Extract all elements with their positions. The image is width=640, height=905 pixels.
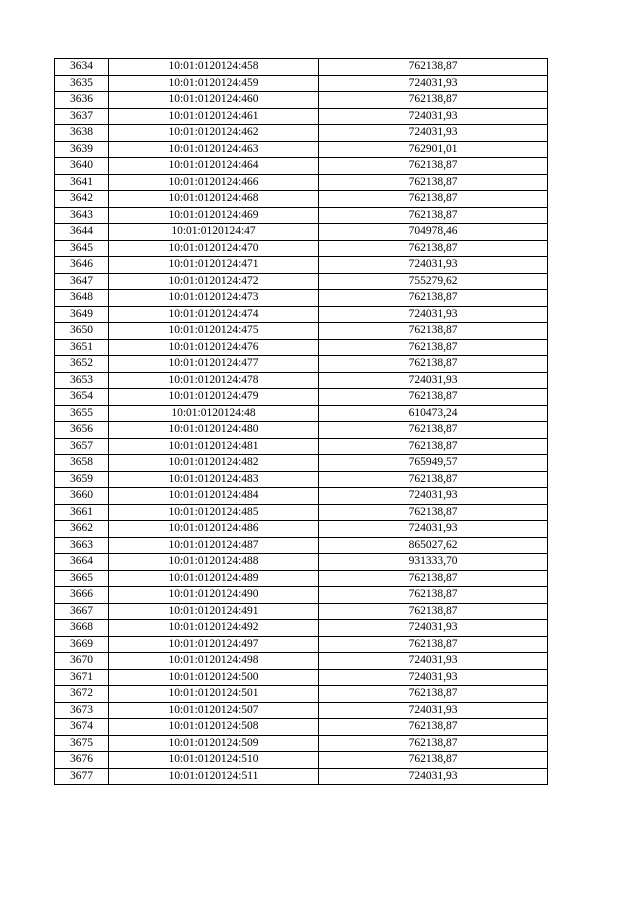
table-row <box>55 141 548 158</box>
cadastral-number-cell: 10:01:0120124:47 <box>109 224 319 241</box>
row-number-cell: 3648 <box>55 290 109 307</box>
cadastral-value-cell: 762138,87 <box>319 92 548 109</box>
table-row <box>55 372 548 389</box>
table-row <box>55 290 548 307</box>
row-number-cell: 3659 <box>55 471 109 488</box>
cadastral-number-cell: 10:01:0120124:471 <box>109 257 319 274</box>
row-number-cell: 3665 <box>55 570 109 587</box>
cadastral-value-cell: 762138,87 <box>319 686 548 703</box>
cadastral-number-cell: 10:01:0120124:510 <box>109 752 319 769</box>
cadastral-value-cell: 762138,87 <box>319 603 548 620</box>
row-number-cell: 3642 <box>55 191 109 208</box>
cadastral-number-cell: 10:01:0120124:491 <box>109 603 319 620</box>
row-number-cell: 3636 <box>55 92 109 109</box>
table-row <box>55 752 548 769</box>
row-number-cell: 3656 <box>55 422 109 439</box>
cadastral-value-cell: 704978,46 <box>319 224 548 241</box>
cadastral-value-cell: 762138,87 <box>319 207 548 224</box>
table-row <box>55 504 548 521</box>
cadastral-value-cell: 724031,93 <box>319 257 548 274</box>
table-row <box>55 224 548 241</box>
cadastral-number-cell: 10:01:0120124:492 <box>109 620 319 637</box>
cadastral-value-cell: 610473,24 <box>319 405 548 422</box>
row-number-cell: 3646 <box>55 257 109 274</box>
cadastral-value-cell: 762138,87 <box>319 438 548 455</box>
row-number-cell: 3647 <box>55 273 109 290</box>
cadastral-number-cell: 10:01:0120124:507 <box>109 702 319 719</box>
table-row <box>55 636 548 653</box>
cadastral-value-cell: 762138,87 <box>319 240 548 257</box>
row-number-cell: 3638 <box>55 125 109 142</box>
row-number-cell: 3657 <box>55 438 109 455</box>
cadastral-number-cell: 10:01:0120124:485 <box>109 504 319 521</box>
cadastral-number-cell: 10:01:0120124:466 <box>109 174 319 191</box>
cadastral-number-cell: 10:01:0120124:469 <box>109 207 319 224</box>
cadastral-number-cell: 10:01:0120124:488 <box>109 554 319 571</box>
cadastral-value-cell: 755279,62 <box>319 273 548 290</box>
row-number-cell: 3663 <box>55 537 109 554</box>
table-row <box>55 719 548 736</box>
table-row <box>55 339 548 356</box>
table-row <box>55 603 548 620</box>
cadastral-number-cell: 10:01:0120124:475 <box>109 323 319 340</box>
table-row <box>55 554 548 571</box>
table-row <box>55 653 548 670</box>
cadastral-number-cell: 10:01:0120124:479 <box>109 389 319 406</box>
cadastral-number-cell: 10:01:0120124:461 <box>109 108 319 125</box>
cadastral-number-cell: 10:01:0120124:487 <box>109 537 319 554</box>
table-row <box>55 125 548 142</box>
table-row <box>55 488 548 505</box>
table-row <box>55 356 548 373</box>
cadastral-number-cell: 10:01:0120124:508 <box>109 719 319 736</box>
table-row <box>55 306 548 323</box>
row-number-cell: 3635 <box>55 75 109 92</box>
cadastral-value-cell: 724031,93 <box>319 620 548 637</box>
cadastral-number-cell: 10:01:0120124:474 <box>109 306 319 323</box>
cadastral-value-cell: 762138,87 <box>319 59 548 76</box>
row-number-cell: 3673 <box>55 702 109 719</box>
cadastral-value-cell: 724031,93 <box>319 702 548 719</box>
row-number-cell: 3643 <box>55 207 109 224</box>
row-number-cell: 3676 <box>55 752 109 769</box>
cadastral-number-cell: 10:01:0120124:468 <box>109 191 319 208</box>
cadastral-number-cell: 10:01:0120124:497 <box>109 636 319 653</box>
cadastral-number-cell: 10:01:0120124:472 <box>109 273 319 290</box>
table-row <box>55 323 548 340</box>
cadastral-value-cell: 762138,87 <box>319 636 548 653</box>
cadastral-number-cell: 10:01:0120124:490 <box>109 587 319 604</box>
table-row <box>55 405 548 422</box>
cadastral-number-cell: 10:01:0120124:498 <box>109 653 319 670</box>
row-number-cell: 3653 <box>55 372 109 389</box>
cadastral-value-cell: 762138,87 <box>319 719 548 736</box>
cadastral-value-cell: 724031,93 <box>319 488 548 505</box>
cadastral-value-cell: 762901,01 <box>319 141 548 158</box>
cadastral-number-cell: 10:01:0120124:486 <box>109 521 319 538</box>
table-row <box>55 92 548 109</box>
row-number-cell: 3664 <box>55 554 109 571</box>
cadastral-value-cell: 724031,93 <box>319 669 548 686</box>
cadastral-value-cell: 765949,57 <box>319 455 548 472</box>
cadastral-value-cell: 762138,87 <box>319 290 548 307</box>
table-row <box>55 570 548 587</box>
table-row <box>55 669 548 686</box>
cadastral-number-cell: 10:01:0120124:483 <box>109 471 319 488</box>
table-row <box>55 587 548 604</box>
cadastral-value-cell: 762138,87 <box>319 174 548 191</box>
cadastral-number-cell: 10:01:0120124:501 <box>109 686 319 703</box>
table-row <box>55 702 548 719</box>
table-row <box>55 257 548 274</box>
row-number-cell: 3652 <box>55 356 109 373</box>
cadastral-number-cell: 10:01:0120124:464 <box>109 158 319 175</box>
cadastral-value-cell: 762138,87 <box>319 356 548 373</box>
row-number-cell: 3637 <box>55 108 109 125</box>
table-row <box>55 389 548 406</box>
row-number-cell: 3672 <box>55 686 109 703</box>
cadastral-number-cell: 10:01:0120124:458 <box>109 59 319 76</box>
cadastral-value-cell: 724031,93 <box>319 768 548 785</box>
table-row <box>55 207 548 224</box>
table-row <box>55 768 548 785</box>
cadastral-number-cell: 10:01:0120124:470 <box>109 240 319 257</box>
cadastral-number-cell: 10:01:0120124:473 <box>109 290 319 307</box>
row-number-cell: 3640 <box>55 158 109 175</box>
row-number-cell: 3639 <box>55 141 109 158</box>
cadastral-value-cell: 762138,87 <box>319 191 548 208</box>
cadastral-value-cell: 762138,87 <box>319 422 548 439</box>
table-row <box>55 191 548 208</box>
cadastral-number-cell: 10:01:0120124:460 <box>109 92 319 109</box>
cadastral-number-cell: 10:01:0120124:481 <box>109 438 319 455</box>
cadastral-value-cell: 865027,62 <box>319 537 548 554</box>
cadastral-value-cell: 724031,93 <box>319 653 548 670</box>
row-number-cell: 3669 <box>55 636 109 653</box>
table-row <box>55 735 548 752</box>
row-number-cell: 3651 <box>55 339 109 356</box>
row-number-cell: 3677 <box>55 768 109 785</box>
cadastral-number-cell: 10:01:0120124:48 <box>109 405 319 422</box>
table-row <box>55 438 548 455</box>
table-row <box>55 455 548 472</box>
row-number-cell: 3667 <box>55 603 109 620</box>
table-row <box>55 158 548 175</box>
table-row <box>55 521 548 538</box>
cadastral-value-cell: 762138,87 <box>319 587 548 604</box>
row-number-cell: 3661 <box>55 504 109 521</box>
cadastral-value-cell: 762138,87 <box>319 504 548 521</box>
cadastral-value-cell: 762138,87 <box>319 735 548 752</box>
row-number-cell: 3649 <box>55 306 109 323</box>
cadastral-value-cell: 724031,93 <box>319 125 548 142</box>
table-row <box>55 686 548 703</box>
cadastral-value-cell: 724031,93 <box>319 521 548 538</box>
cadastral-value-table <box>54 58 548 785</box>
cadastral-value-cell: 931333,70 <box>319 554 548 571</box>
table-row <box>55 422 548 439</box>
cadastral-number-cell: 10:01:0120124:463 <box>109 141 319 158</box>
cadastral-number-cell: 10:01:0120124:484 <box>109 488 319 505</box>
cadastral-value-cell: 762138,87 <box>319 158 548 175</box>
cadastral-number-cell: 10:01:0120124:478 <box>109 372 319 389</box>
row-number-cell: 3666 <box>55 587 109 604</box>
table-row <box>55 108 548 125</box>
row-number-cell: 3655 <box>55 405 109 422</box>
cadastral-value-cell: 762138,87 <box>319 471 548 488</box>
cadastral-number-cell: 10:01:0120124:476 <box>109 339 319 356</box>
cadastral-number-cell: 10:01:0120124:480 <box>109 422 319 439</box>
cadastral-value-cell: 724031,93 <box>319 75 548 92</box>
row-number-cell: 3670 <box>55 653 109 670</box>
row-number-cell: 3662 <box>55 521 109 538</box>
table-row <box>55 537 548 554</box>
row-number-cell: 3668 <box>55 620 109 637</box>
table-row <box>55 240 548 257</box>
cadastral-value-cell: 762138,87 <box>319 339 548 356</box>
cadastral-value-cell: 762138,87 <box>319 752 548 769</box>
row-number-cell: 3641 <box>55 174 109 191</box>
cadastral-value-cell: 762138,87 <box>319 323 548 340</box>
cadastral-value-cell: 762138,87 <box>319 570 548 587</box>
cadastral-number-cell: 10:01:0120124:459 <box>109 75 319 92</box>
row-number-cell: 3675 <box>55 735 109 752</box>
cadastral-number-cell: 10:01:0120124:462 <box>109 125 319 142</box>
row-number-cell: 3644 <box>55 224 109 241</box>
row-number-cell: 3674 <box>55 719 109 736</box>
cadastral-number-cell: 10:01:0120124:509 <box>109 735 319 752</box>
row-number-cell: 3658 <box>55 455 109 472</box>
cadastral-number-cell: 10:01:0120124:500 <box>109 669 319 686</box>
row-number-cell: 3654 <box>55 389 109 406</box>
row-number-cell: 3645 <box>55 240 109 257</box>
table-row <box>55 75 548 92</box>
row-number-cell: 3671 <box>55 669 109 686</box>
cadastral-number-cell: 10:01:0120124:477 <box>109 356 319 373</box>
cadastral-value-cell: 724031,93 <box>319 306 548 323</box>
cadastral-value-cell: 724031,93 <box>319 108 548 125</box>
cadastral-value-cell: 762138,87 <box>319 389 548 406</box>
table-row <box>55 471 548 488</box>
table-row <box>55 620 548 637</box>
table-row <box>55 273 548 290</box>
cadastral-number-cell: 10:01:0120124:511 <box>109 768 319 785</box>
row-number-cell: 3660 <box>55 488 109 505</box>
table-body <box>55 59 548 785</box>
cadastral-number-cell: 10:01:0120124:482 <box>109 455 319 472</box>
table-row <box>55 174 548 191</box>
cadastral-value-cell: 724031,93 <box>319 372 548 389</box>
row-number-cell: 3634 <box>55 59 109 76</box>
cadastral-number-cell: 10:01:0120124:489 <box>109 570 319 587</box>
row-number-cell: 3650 <box>55 323 109 340</box>
table-row <box>55 59 548 76</box>
